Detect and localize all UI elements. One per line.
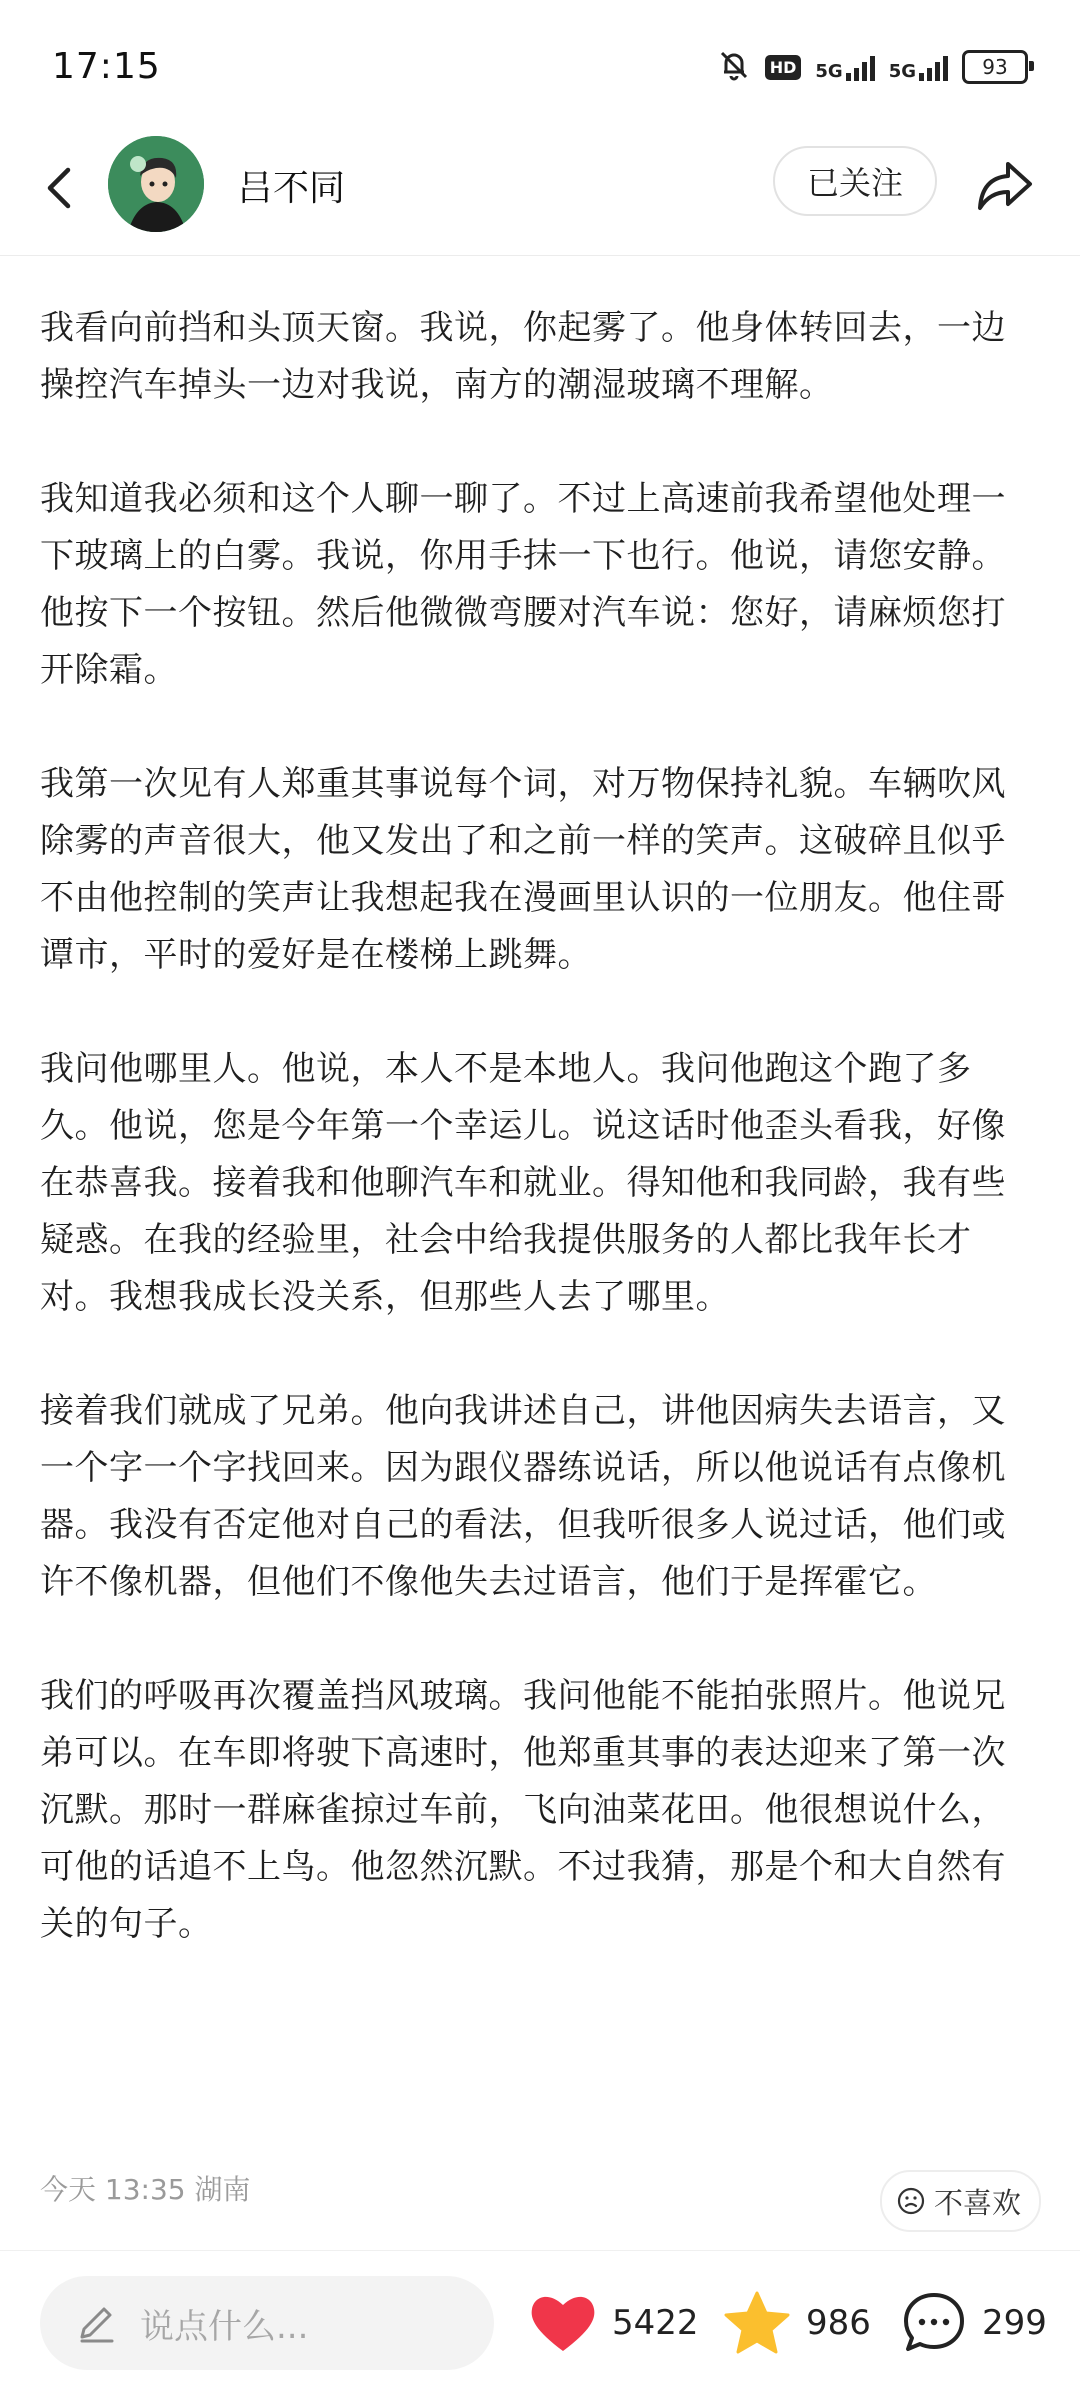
comment-icon	[900, 2289, 968, 2357]
mute-bell-icon	[717, 48, 751, 86]
network-type-2: 5G	[888, 61, 916, 82]
favorite-button[interactable]	[722, 2280, 871, 2366]
hd-icon: HD	[765, 55, 802, 80]
comment-placeholder: 说点什么...	[140, 2306, 309, 2347]
pencil-icon	[70, 2297, 122, 2349]
comment-input[interactable]	[40, 2276, 494, 2370]
back-icon	[32, 158, 92, 218]
paragraph: 我看向前挡和头顶天窗。我说，你起雾了。他身体转回去，一边操控汽车掉头一边对我说，南方的潮湿玻璃不理解。	[40, 308, 1006, 405]
like-button[interactable]	[528, 2280, 699, 2366]
frown-icon	[896, 2186, 926, 2216]
paragraph: 我知道我必须和这个人聊一聊了。不过上高速前我希望他处理一下玻璃上的白雾。我说，你用手抹一下也行。他说，请您安静。他按下一个按钮。然后他微微弯腰对汽车说：您好，请麻烦您打开除霜。	[40, 479, 1006, 690]
username[interactable]: 吕不同	[237, 168, 346, 209]
share-icon	[970, 150, 1040, 220]
divider	[0, 2250, 1080, 2251]
avatar-illustration	[108, 136, 204, 232]
post-header	[0, 130, 1080, 256]
star-icon	[722, 2289, 792, 2357]
share-button[interactable]	[970, 150, 1040, 220]
signal-1	[815, 53, 874, 81]
article-body	[40, 300, 1040, 2010]
battery-icon: 93	[962, 50, 1028, 84]
status-icons	[717, 48, 1028, 86]
follow-button[interactable]: 已关注	[773, 146, 937, 216]
comment-button[interactable]	[900, 2280, 1047, 2366]
comment-count: 299	[982, 2303, 1047, 2343]
paragraph: 接着我们就成了兄弟。他向我讲述自己，讲他因病失去语言，又一个字一个字找回来。因为跟仪器练说话，所以他说话有点像机器。我没有否定他对自己的看法，但我听很多人说过话，他们或许不像机器，但他们不像他失去过语言，他们于是挥霍它。	[40, 1391, 1006, 1602]
back-button[interactable]	[32, 158, 92, 218]
dislike-button[interactable]	[880, 2170, 1041, 2232]
status-time: 17:15	[52, 46, 161, 87]
paragraph: 我问他哪里人。他说，本人不是本地人。我问他跑这个跑了多久。他说，您是今年第一个幸运儿。说这话时他歪头看我，好像在恭喜我。接着我和他聊汽车和就业。得知他和我同龄，我有些疑惑。在我的经验里，社会中给我提供服务的人都比我年长才对。我想我成长没关系，但那些人去了哪里。	[40, 1049, 1006, 1317]
like-count: 5422	[612, 2303, 699, 2343]
heart-icon	[528, 2291, 598, 2355]
favorite-count: 986	[806, 2303, 871, 2343]
network-type-1: 5G	[815, 61, 843, 82]
dislike-label: 不喜欢	[934, 2185, 1022, 2220]
avatar[interactable]	[108, 136, 204, 232]
paragraph: 我第一次见有人郑重其事说每个词，对万物保持礼貌。车辆吹风除雾的声音很大，他又发出了和之前一样的笑声。这破碎且似乎不由他控制的笑声让我想起我在漫画里认识的一位朋友。他住哥谭市，平时的爱好是在楼梯上跳舞。	[40, 764, 1006, 975]
status-bar	[0, 0, 1080, 130]
paragraph: 我们的呼吸再次覆盖挡风玻璃。我问他能不能拍张照片。他说兄弟可以。在车即将驶下高速时，他郑重其事的表达迎来了第一次沉默。那时一群麻雀掠过车前，飞向油菜花田。他很想说什么，可他的话追不上鸟。他忽然沉默。不过我猜，那是个和大自然有关的句子。	[40, 1676, 1006, 1944]
post-meta: 今天 13:35 湖南	[40, 2173, 251, 2206]
signal-2	[889, 53, 948, 81]
